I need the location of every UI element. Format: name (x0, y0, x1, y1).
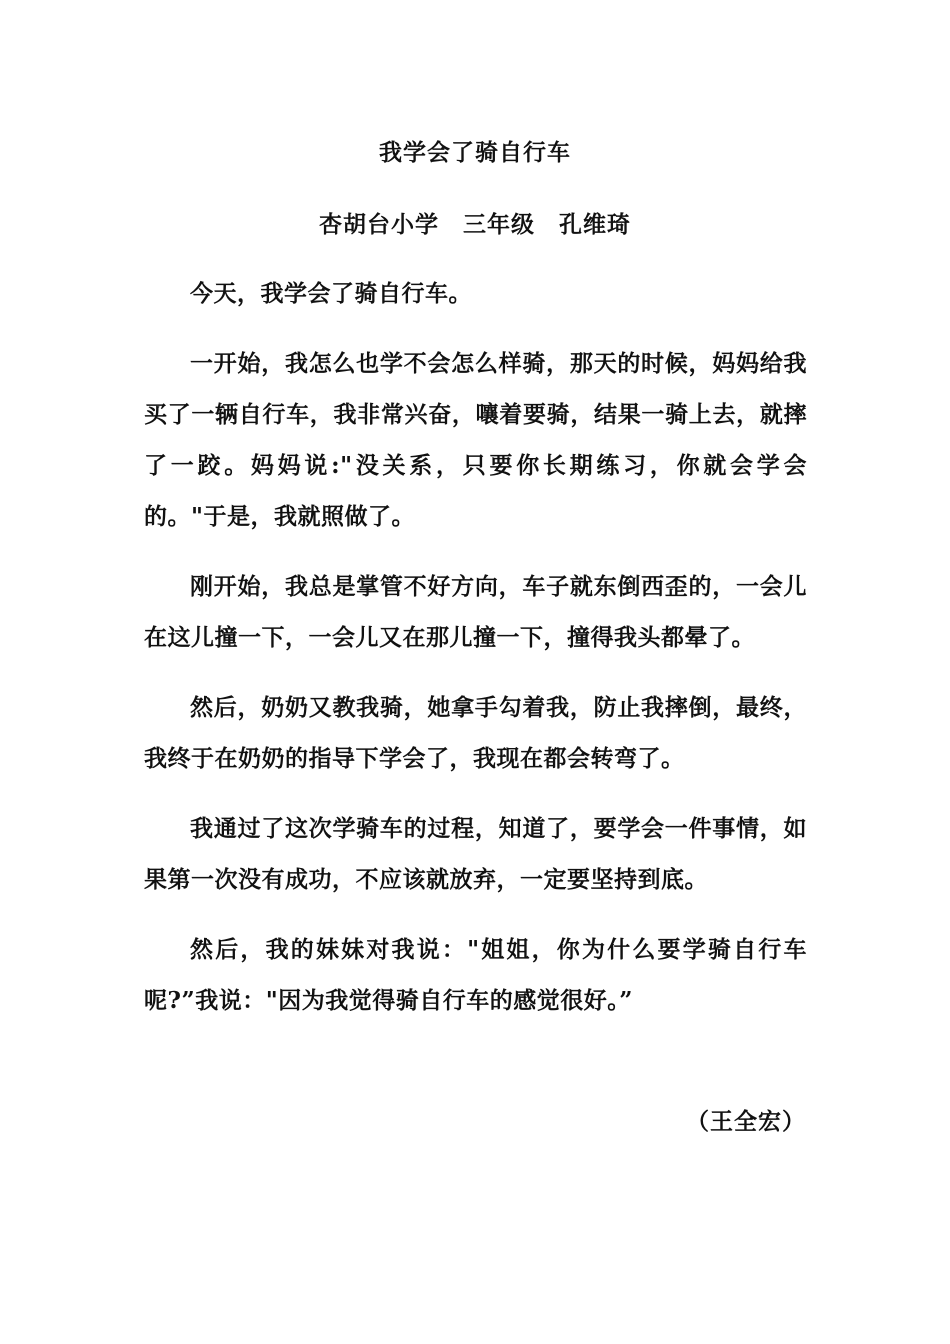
document-title: 我学会了骑自行车 (379, 139, 571, 166)
paragraph: 今天，我学会了骑自行车。 (190, 280, 472, 307)
document-body (144, 268, 807, 1045)
paragraph: 一开始，我怎么也学不会怎么样骑，那天的时候，妈妈给我买了一辆自行车，我非常兴奋，嚷着要骑，结果一骑上去，就摔了一跤。妈妈说:"没关系，只要你长期练习，你就会学会的。"于是，我就照做了。 (144, 350, 807, 530)
author-byline: 杏胡台小学 三年级 孔维琦 (319, 211, 631, 238)
paragraph: 然后，我的妹妹对我说："姐姐，你为什么要学骑自行车呢?”我说："因为我觉得骑自行车的感觉很好。” (144, 936, 807, 1014)
teacher-signature: （王全宏） (686, 1108, 806, 1135)
paragraph: 我通过了这次学骑车的过程，知道了，要学会一件事情，如果第一次没有成功，不应该就放弃，一定要坚持到底。 (144, 815, 807, 893)
paragraph: 然后，奶奶又教我骑，她拿手勾着我，防止我摔倒，最终，我终于在奶奶的指导下学会了，我现在都会转弯了。 (144, 694, 807, 772)
paragraph: 刚开始，我总是掌管不好方向，车子就东倒西歪的，一会儿在这儿撞一下，一会儿又在那儿撞一下，撞得我头都晕了。 (144, 573, 807, 651)
